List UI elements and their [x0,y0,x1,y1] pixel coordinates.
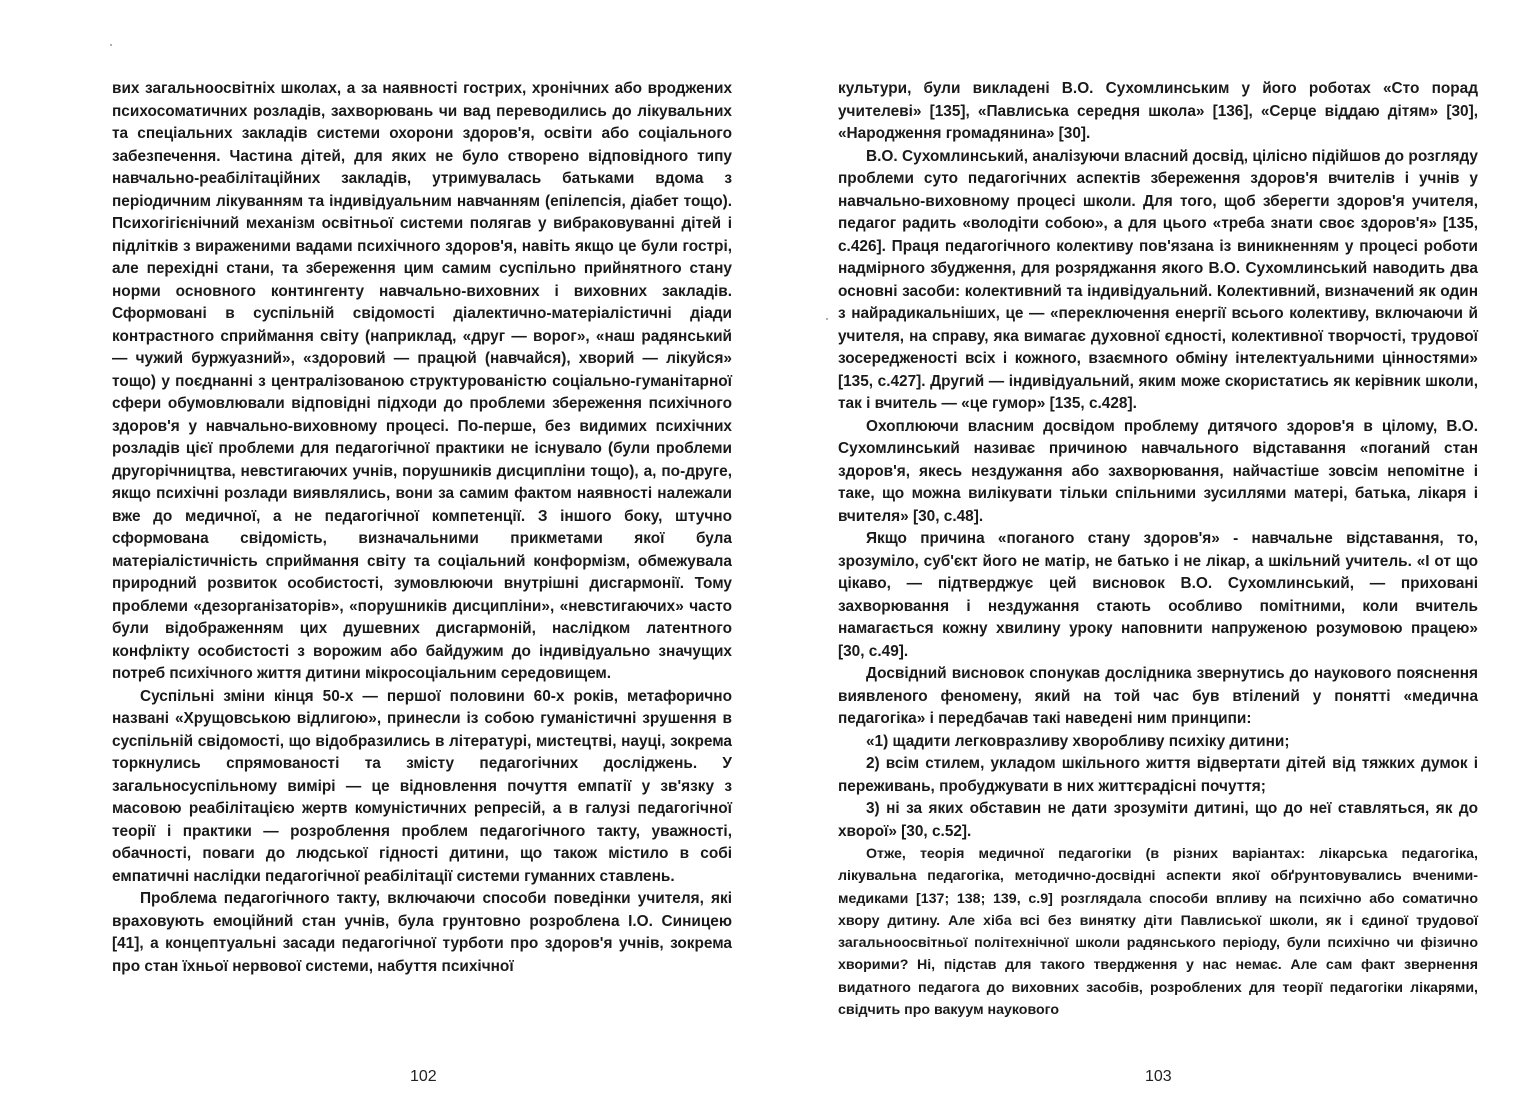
paragraph: вих загальноосвітніх школах, а за наявності гострих, хронічних або вроджених психосоматичних розладів, захворювань чи вад переводились до лікувальних та спеціальних закладів системи охорони здоров'я, освіти або соціального забезпечення. Частина дітей, для яких не було створено відповідного типу навчально-реабілітаційних закладів, утримувалась батьками вдома з періодичним лікуванням та індивідуальним навчанням (епілепсія, діабет тощо). Психогігієнічний механізм освітньої системи полягав у вибраковуванні дітей і підлітків з вираженими вадами психічного здоров'я, навіть якщо це були гострі, але перехідні стани, та збереження цим самим суспільно прийнятного стану норми основного контингенту навчально-виховних і виховних закладів. Сформовані в суспільній свідомості діалектично-матеріалістичні діади контрастного сприймання світу (наприклад, «друг — ворог», «наш радянський — чужий буржуазний», «здоровий — працюй (навчайся), хворий — лікуйся» тощо) у поєднанні з централізованою структурованістю соціально-гуманітарної сфери обумовлювали відповідні підходи до проблеми збереження психічного здоров'я у навчально-виховному процесі. По-перше, без видимих психічних розладів цієї проблеми для педагогічної практики не існувало (були проблеми другорічництва, невстигаючих учнів, порушників дисципліни тощо), а, по-друге, якщо психічні розлади виявлялись, вони за самим фактом наявності належали вже до медичної, а не педагогічної компетенції. З іншого боку, штучно сформована свідомість, визначальними прикметами якої була матеріалістичність сприймання світу та соціальний конформізм, обмежувала природний розвиток особистості, зумовлюючи внутрішні дисгармонії. Тому проблеми «дезорганізаторів», «порушників дисципліни», «невстигаючих» часто були відображенням цих душевних дисгармоній, наслідком латентного конфлікту особистості з ворожим або байдужим до індивідуально значущих потреб психічного життя дитини мікросоціальним середовищем. [112,80,732,682]
paragraph: культури, були викладені В.О. Сухомлинським у його роботах «Сто порад учителеві» [135], «Павлиська середня школа» [136], «Серце віддаю дітям» [30], «Народження громадянина» [30]. [838,80,1478,142]
right-text-column [838,78,1478,1021]
list-item: «1) щадити легковразливу хворобливу психіку дитини; [866,732,1290,750]
right-page [770,0,1540,1112]
paragraph: Досвідний висновок спонукав дослідника звернутись до наукового пояснення виявленого феномену, який на той час був втілений у понятті «медична педагогіка» і передбачав такі наведені ним принципи: [838,665,1478,727]
paragraph: Якщо причина «поганого стану здоров'я» - навчальне відставання, то, зрозуміло, суб'єкт його не матір, не батько і не лікар, а шкільний учитель. «І от що цікаво, — підтверджує цей висновок В.О. Сухомлинський, — приховані захворювання і нездужання стають особливо помітними, коли вчитель намагається кожну хвилину уроку наповнити напруженою розумовою працею» [30, с.49]. [838,530,1478,660]
scan-speck [110,44,112,46]
paragraph: В.О. Сухомлинський, аналізуючи власний досвід, цілісно підійшов до розгляду проблеми суто педагогічних аспектів збереження здоров'я вчителів і учнів у навчально-виховному процесі школи. Для того, щоб зберегти здоров'я учителя, педагог радить «володіти собою», а для цього «треба знати своє здоров'я» [135, с.426]. Праця педагогічного колективу пов'язана із виникненням у процесі роботи надмірного збудження, для розряджання якого В.О. Сухомлинський наводить два основні засоби: колективний та індивідуальний. Колективний, визначений як один з найрадикальніших, це — «переключення енергії всього колективу, включаючи й учителя, на справу, яка вимагає духовної єдності, колективної творчості, трудової зосередженості всіх і кожного, взаємного обміну інтелектуальними цінностями» [135, с.427]. Другий — індивідуальний, яким може скористатись як керівник школи, так і вчитель — «це гумор» [135, с.428]. [838,147,1478,412]
scan-speck [826,318,828,320]
page-number: 102 [410,1068,437,1085]
paragraph: Суспільні зміни кінця 50-х — першої половини 60-х років, метафорично названі «Хрущовською відлигою», принесли із собою гуманістичні зрушення в суспільній свідомості, що відобразились в літературі, мистецтві, науці, зокрема торкнулись спрямованості та змісту педагогічних досліджень. У загальносуспільному вимірі — це відновлення почуття емпатії у зв'язку з масовою реабілітацією жертв комуністичних репресій, а в галузі педагогічної теорії і практики — розроблення проблем педагогічного такту, уважності, обачності, поваги до людської гідності дитини, що також містило в собі емпатичні наслідки педагогічної реабілітації системи гуманних ставлень. [112,687,732,885]
list-item: 2) всім стилем, укладом шкільного життя відвертати дітей від тяжких думок і переживань, пробуджувати в них життєрадісні почуття; [838,755,1478,795]
paragraph: Охоплюючи власним досвідом проблему дитячого здоров'я в цілому, В.О. Сухомлинський називає причиною навчального відставання «поганий стан здоров'я, якесь нездужання або захворювання, найчастіше зовсім непомітне і таке, що можна вилікувати тільки спільними зусиллями матері, батька, лікаря і вчителя» [30, с.48]. [838,417,1478,525]
paragraph: Отже, теорія медичної педагогіки (в різних варіантах: лікарська педагогіка, лікувальна педагогіка, методично-досвідні аспекти якої обґрунтовувались вченими-медиками [137; 138; 139, с.9] розглядала способи впливу на психічно або соматично хвору дитину. Але хіба всі без винятку діти Павлиської школи, як і єдиної трудової загальноосвітньої політехнічної школи радянського періоду, були психічно чи фізично хворими? Ні, підстав для такого твердження у нас немає. Але сам факт звернення видатного педагога до виховних засобів, розроблених для теорії педагогіки лікарями, свідчить про вакуум наукового [838,846,1478,1019]
left-text-column [112,78,732,978]
list-item: 3) ні за яких обставин не дати зрозуміти дитині, що до неї ставляться, як до хворої» [30, с.52]. [838,800,1478,840]
page-number: 103 [1145,1068,1172,1085]
paragraph: Проблема педагогічного такту, включаючи способи поведінки учителя, які враховують емоційний стан учнів, була грунтовно розроблена І.О. Синицею [41], а концептуальні засади педагогічної турботи про здоров'я учнів, зокрема про стан їхньої нервової системи, набуття психічної [112,890,732,975]
